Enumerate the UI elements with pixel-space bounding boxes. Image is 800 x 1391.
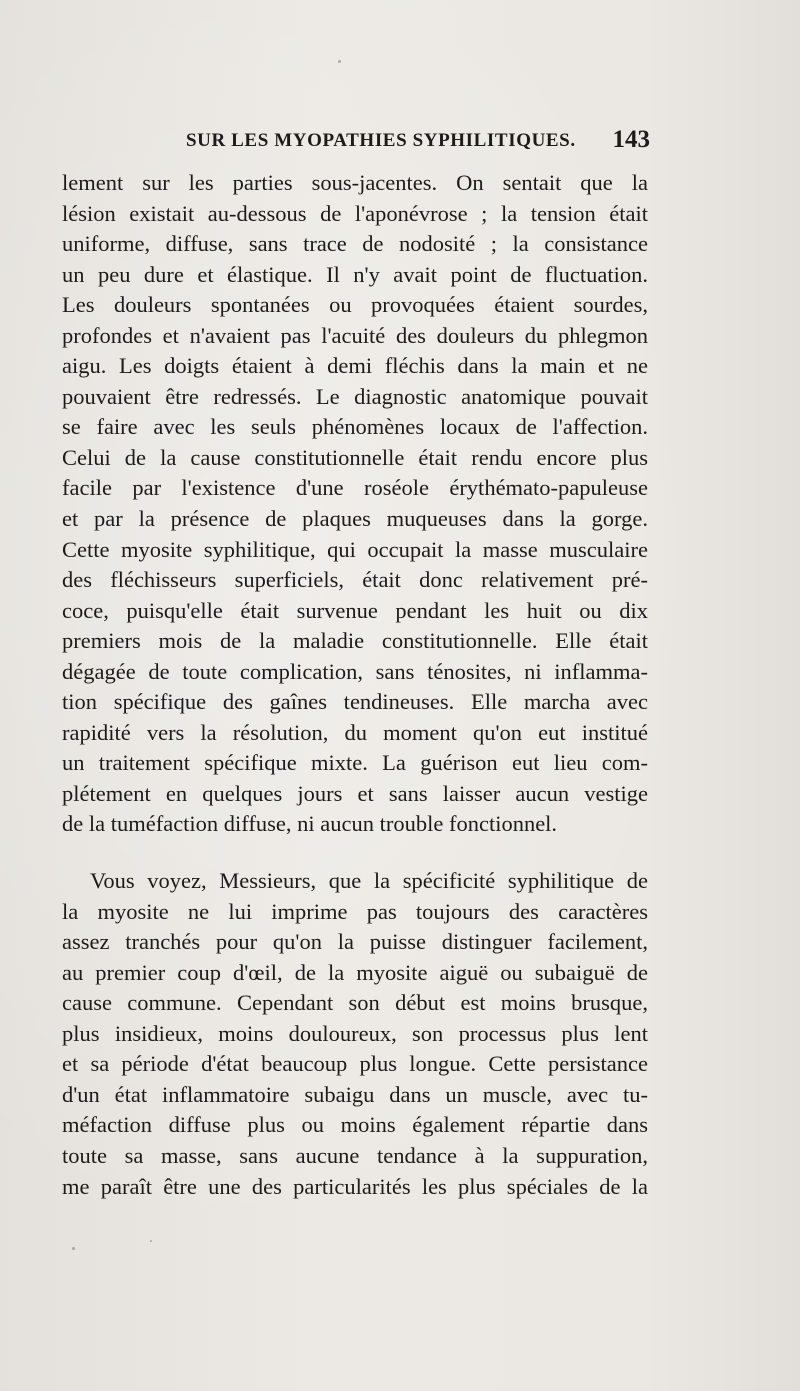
- text-line: premiers mois de la maladie constitutionnelle. Elle était: [62, 628, 648, 654]
- body-text: [62, 168, 648, 1202]
- text-line: Les douleurs spontanées ou provoquées étaient sourdes,: [62, 292, 648, 318]
- text-line: toute sa masse, sans aucune tendance à la suppuration,: [62, 1142, 648, 1168]
- text-line: pouvaient être redressés. Le diagnostic anatomique pouvait: [62, 383, 648, 409]
- text-line: lement sur les parties sous-jacentes. On sentait que la: [62, 170, 648, 195]
- text-line: un traitement spécifique mixte. La guérison eut lieu com-: [62, 750, 648, 776]
- paper-speck: [338, 60, 341, 63]
- text-line: uniforme, diffuse, sans trace de nodosité ; la consistance: [62, 231, 648, 257]
- text-line: Cette myosite syphilitique, qui occupait la masse musculaire: [62, 536, 648, 562]
- page-number: 143: [612, 126, 650, 153]
- text-line: et sa période d'état beaucoup plus longue. Cette persistance: [62, 1051, 648, 1077]
- text-line: profondes et n'avaient pas l'acuité des douleurs du phlegmon: [62, 322, 648, 348]
- text-line: aigu. Les doigts étaient à demi fléchis dans la main et ne: [62, 353, 648, 379]
- text-line: me paraît être une des particularités les plus spéciales de la: [62, 1173, 648, 1199]
- text-line: plus insidieux, moins douloureux, son processus plus lent: [62, 1020, 648, 1046]
- text-line: assez tranchés pour qu'on la puisse distinguer facilement,: [62, 929, 648, 955]
- text-line: lésion existait au-dessous de l'aponévrose ; la tension était: [62, 200, 648, 226]
- text-line: se faire avec les seuls phénomènes locaux de l'affection.: [62, 414, 648, 440]
- text-line: rapidité vers la résolution, du moment qu'on eut institué: [62, 719, 648, 745]
- paragraph-2: [62, 866, 648, 1202]
- paragraph-1: [62, 168, 648, 840]
- text-line: et par la présence de plaques muqueuses dans la gorge.: [62, 506, 648, 532]
- running-title: SUR LES MYOPATHIES SYPHILITIQUES.: [186, 130, 576, 151]
- text-line: cause commune. Cependant son début est moins brusque,: [62, 990, 648, 1016]
- paragraph-gap: [62, 840, 648, 866]
- text-line: plétement en quelques jours et sans laisser aucun vestige: [62, 780, 648, 806]
- text-line: tion spécifique des gaînes tendineuses. Elle marcha avec: [62, 689, 648, 715]
- text-line: dégagée de toute complication, sans ténosites, ni inflamma-: [62, 658, 648, 684]
- text-line: la myosite ne lui imprime pas toujours des caractères: [62, 898, 648, 924]
- paper-speck: [150, 1240, 152, 1242]
- text-line: un peu dure et élastique. Il n'y avait point de fluctuation.: [62, 261, 648, 287]
- paper-speck: [72, 1247, 75, 1250]
- text-line: Celui de la cause constitutionnelle était rendu encore plus: [62, 444, 648, 470]
- text-line: coce, puisqu'elle était survenue pendant les huit ou dix: [62, 597, 648, 623]
- text-line: de la tuméfaction diffuse, ni aucun trouble fonctionnel.: [62, 811, 558, 837]
- running-head: [60, 128, 650, 158]
- text-line: des fléchisseurs superficiels, était donc relativement pré-: [62, 567, 648, 593]
- text-line: au premier coup d'œil, de la myosite aiguë ou subaiguë de: [62, 959, 648, 985]
- text-line: d'un état inflammatoire subaigu dans un muscle, avec tu-: [62, 1081, 648, 1107]
- text-line: méfaction diffuse plus ou moins également répartie dans: [62, 1112, 648, 1138]
- text-line: facile par l'existence d'une roséole érythémato-papuleuse: [62, 475, 648, 501]
- text-line: Vous voyez, Messieurs, que la spécificité syphilitique de: [90, 868, 648, 894]
